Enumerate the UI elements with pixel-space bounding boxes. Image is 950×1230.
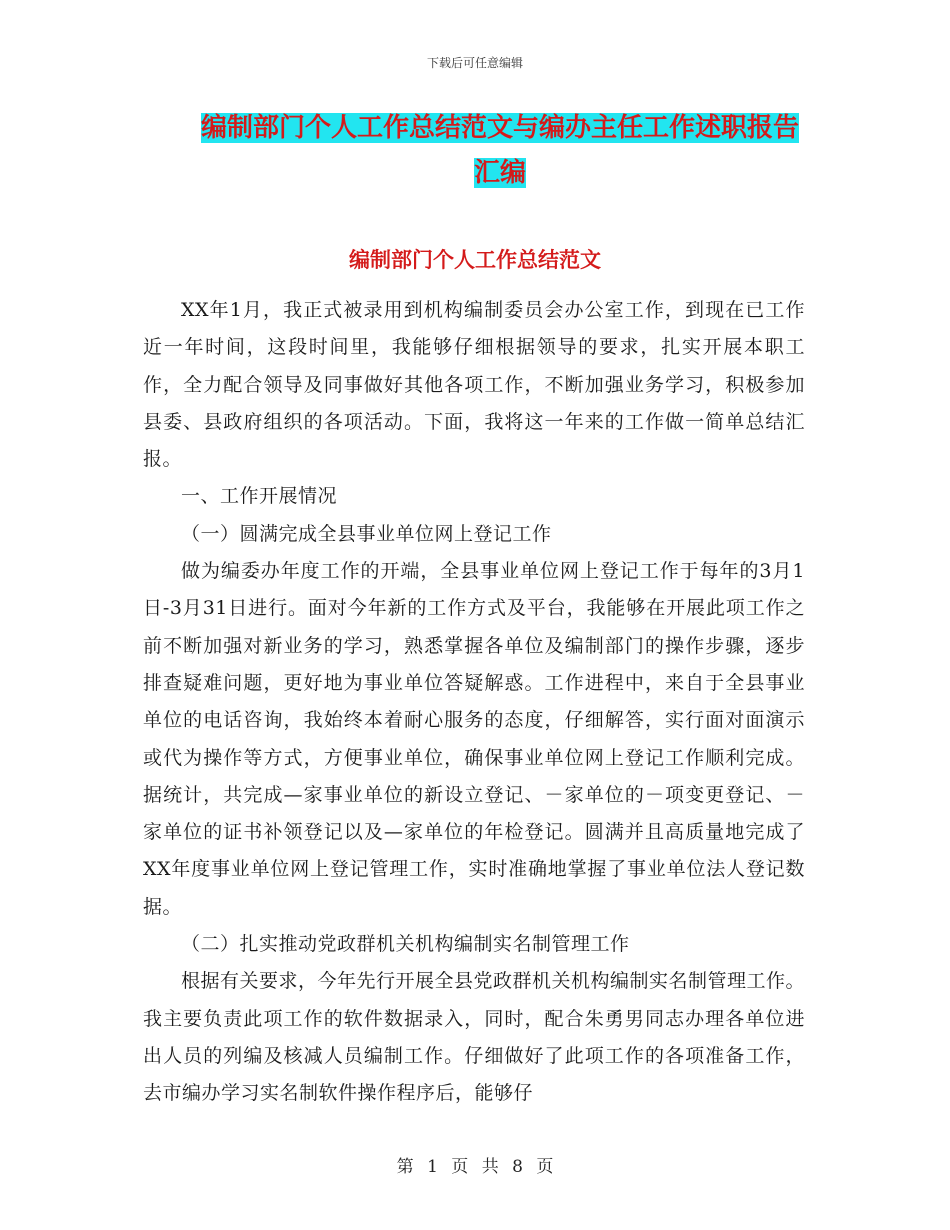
paragraph: 做为编委办年度工作的开端，全县事业单位网上登记工作于每年的3月1日-3月31日进行。面对今年新的工作方式及平台，我能够在开展此项工作之前不断加强对新业务的学习，熟悉掌握各单位及编制部门的操作步骤，逐步排查疑难问题，更好地为事业单位答疑解惑。工作进程中，来自于全县事业单位的电话咨询，我始终本着耐心服务的态度，仔细解答，实行面对面演示或代为操作等方式，方便事业单位，确保事业单位网上登记工作顺利完成。据统计，共完成—家事业单位的新设立登记、－家单位的－项变更登记、－家单位的证书补领登记以及—家单位的年检登记。圆满并且高质量地完成了XX年度事业单位网上登记管理工作，实时准确地掌握了事业单位法人登记数据。 <box>143 560 805 918</box>
paragraph: XX年1月，我正式被录用到机构编制委员会办公室工作，到现在已工作近一年时间，这段时间里，我能够仔细根据领导的要求，扎实开展本职工作，全力配合领导及同事做好其他各项工作，不断加强业务学习，积极参加县委、县政府组织的各项活动。下面，我将这一年来的工作做一简单总结汇报。 <box>143 299 805 471</box>
header-note: 下载后可任意编辑 <box>426 56 523 70</box>
section-title: 编制部门个人工作总结范文 <box>349 247 601 272</box>
document-title <box>140 106 860 196</box>
paragraph-subheading: （二）扎实推动党政群机关机构编制实名制管理工作 <box>181 933 630 956</box>
page-number: 第 1 页 共 8 页 <box>396 1157 554 1177</box>
paragraph-subheading: （一）圆满完成全县事业单位网上登记工作 <box>181 522 552 545</box>
paragraph: 根据有关要求，今年先行开展全县党政群机关机构编制实名制管理工作。我主要负责此项工作的软件数据录入，同时，配合朱勇男同志办理各单位进出人员的列编及核减人员编制工作。仔细做好了此项工作的各项准备工作，去市编办学习实名制软件操作程序后，能够仔 <box>143 970 806 1105</box>
document-title-line1: 编制部门个人工作总结范文与编办主任工作述职报告 <box>200 113 799 143</box>
document-body <box>143 292 805 1113</box>
paragraph-heading: 一、工作开展情况 <box>181 485 338 508</box>
document-title-line2: 汇编 <box>473 158 526 188</box>
